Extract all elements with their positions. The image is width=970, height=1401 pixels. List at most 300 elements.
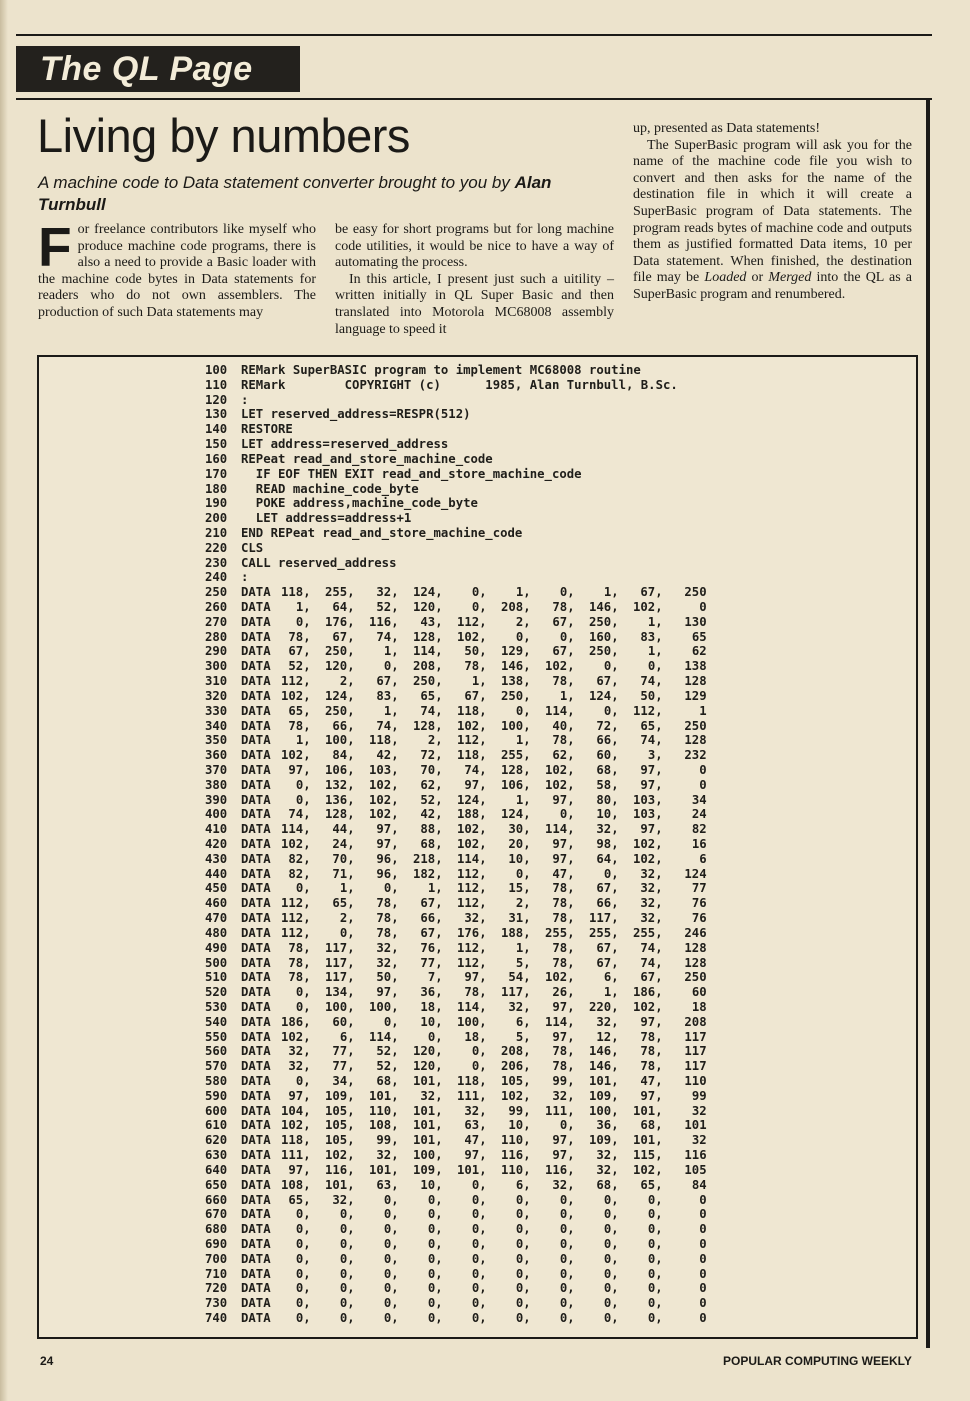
data-value: 112, [281, 911, 311, 926]
data-value: 99, [508, 1103, 531, 1118]
line-number: 360 [205, 748, 228, 763]
listing-line [205, 556, 905, 571]
line-number: 200 [205, 511, 228, 526]
line-number: 500 [205, 955, 228, 970]
data-value: 0 [699, 1311, 707, 1325]
data-value: 0 [699, 1192, 707, 1207]
data-value: 97, [640, 777, 663, 792]
data-value: 18 [691, 999, 707, 1014]
data-value: 117 [684, 1029, 707, 1044]
data-line [205, 600, 905, 615]
line-number: 140 [205, 422, 228, 437]
data-value: 76 [691, 911, 707, 926]
line-code: REPeat read_and_store_machine_code [241, 451, 493, 466]
data-keyword: DATA [241, 1162, 271, 1177]
listing-line [205, 393, 905, 408]
data-value: 100, [325, 999, 355, 1014]
data-value: 102, [545, 777, 575, 792]
line-number: 650 [205, 1177, 228, 1192]
data-value: 0, [471, 1281, 487, 1296]
data-value: 102, [369, 777, 399, 792]
data-value: 0 [699, 1266, 707, 1281]
data-value: 102, [545, 659, 575, 674]
data-keyword: DATA [241, 1266, 271, 1281]
data-value: 0, [383, 1296, 399, 1311]
data-value: 82, [288, 851, 311, 866]
data-value: 102, [369, 792, 399, 807]
data-value: 97, [288, 1162, 311, 1177]
data-keyword: DATA [241, 925, 271, 940]
data-value: 24 [691, 807, 707, 822]
data-value: 116, [325, 1162, 355, 1177]
line-number: 170 [205, 466, 228, 481]
data-value: 60, [596, 748, 619, 763]
data-value: 0, [471, 1311, 487, 1325]
data-value: 128 [684, 940, 707, 955]
data-value: 1, [603, 585, 619, 600]
line-number: 600 [205, 1103, 228, 1118]
data-value: 0, [295, 777, 311, 792]
data-value: 0, [559, 1222, 575, 1237]
data-value: 112, [457, 955, 487, 970]
data-value: 78, [552, 674, 575, 689]
line-number: 720 [205, 1281, 228, 1296]
data-line [205, 1267, 905, 1282]
data-value: 0, [647, 1222, 663, 1237]
data-value: 114, [369, 1029, 399, 1044]
data-value: 0, [339, 1207, 355, 1222]
data-value: 105, [325, 1118, 355, 1133]
line-code: : [241, 392, 249, 407]
data-value: 112, [281, 896, 311, 911]
data-value: 32, [464, 1103, 487, 1118]
data-value: 44, [332, 822, 355, 837]
data-value: 6 [699, 851, 707, 866]
data-value: 0, [471, 1207, 487, 1222]
data-value: 132, [325, 777, 355, 792]
para1-continued: be easy for short programs but for long machine code utilities, it would be nice to have a way of automating the process. [335, 222, 614, 271]
data-keyword: DATA [241, 777, 271, 792]
data-value: 1, [383, 644, 399, 659]
data-value: 99, [552, 1074, 575, 1088]
data-value: 208, [413, 659, 443, 674]
data-value: 52, [288, 659, 311, 674]
line-number: 450 [205, 881, 228, 896]
data-value: 111, [545, 1103, 575, 1118]
data-value: 1, [515, 792, 531, 807]
data-value: 100, [501, 718, 531, 733]
data-value: 110, [369, 1103, 399, 1118]
line-number: 440 [205, 866, 228, 881]
data-value: 101, [369, 1088, 399, 1103]
data-value: 102, [633, 600, 663, 614]
data-value: 102, [281, 1029, 311, 1044]
data-value: 255, [589, 925, 619, 940]
data-value: 0, [559, 1281, 575, 1296]
data-value: 128 [684, 955, 707, 970]
listing-line [205, 363, 905, 378]
data-value: 0, [383, 1192, 399, 1207]
data-value: 97, [376, 985, 399, 1000]
data-value: 117, [589, 911, 619, 926]
data-value: 42, [420, 807, 443, 822]
data-value: 78, [640, 1029, 663, 1044]
data-keyword: DATA [241, 1059, 271, 1074]
data-line [205, 793, 905, 808]
data-value: 0, [559, 1296, 575, 1311]
data-line [205, 970, 905, 985]
data-value: 0, [559, 1251, 575, 1266]
line-number: 640 [205, 1162, 228, 1177]
data-value: 0, [383, 1236, 399, 1251]
data-value: 76 [691, 896, 707, 911]
data-value: 32, [640, 911, 663, 926]
data-value: 74, [640, 674, 663, 689]
data-value: 32, [332, 1192, 355, 1207]
data-value: 6, [515, 1014, 531, 1029]
data-value: 74, [376, 718, 399, 733]
data-value: 0, [383, 1207, 399, 1222]
data-value: 0, [515, 703, 531, 718]
data-value: 97, [464, 1148, 487, 1163]
line-number: 550 [205, 1029, 228, 1044]
line-number: 410 [205, 822, 228, 837]
data-value: 114, [413, 644, 443, 659]
data-value: 58, [596, 777, 619, 792]
data-value: 0, [515, 1296, 531, 1311]
data-value: 0, [603, 1236, 619, 1251]
data-value: 0, [559, 1192, 575, 1207]
data-value: 102, [457, 629, 487, 644]
intro-paragraph [38, 216, 316, 322]
data-value: 74, [420, 703, 443, 718]
data-value: 112, [281, 925, 311, 940]
data-value: 182, [413, 866, 443, 881]
data-value: 136, [325, 792, 355, 807]
data-value: 105 [684, 1162, 707, 1177]
data-value: 0, [471, 1266, 487, 1281]
data-value: 43, [420, 614, 443, 629]
line-number: 190 [205, 496, 228, 511]
data-value: 0, [427, 1311, 443, 1325]
data-keyword: DATA [241, 585, 271, 600]
data-keyword: DATA [241, 1103, 271, 1118]
data-value: 138 [684, 659, 707, 674]
data-value: 101, [633, 1133, 663, 1148]
line-number: 740 [205, 1311, 228, 1325]
data-value: 97, [552, 851, 575, 866]
data-value: 0, [383, 1311, 399, 1325]
data-value: 10, [596, 807, 619, 822]
data-value: 32, [640, 881, 663, 896]
data-value: 1, [515, 940, 531, 955]
data-value: 0, [559, 1266, 575, 1281]
line-number: 180 [205, 481, 228, 496]
line-number: 250 [205, 585, 228, 600]
data-value: 0 [699, 777, 707, 792]
data-line [205, 644, 905, 659]
data-value: 124, [413, 585, 443, 600]
line-code: IF EOF THEN EXIT read_and_store_machine_code [241, 466, 582, 481]
data-value: 114, [281, 822, 311, 837]
line-number: 150 [205, 437, 228, 452]
data-value: 102, [633, 1162, 663, 1177]
data-line [205, 1074, 905, 1089]
data-value: 250, [589, 644, 619, 659]
data-line [205, 1000, 905, 1015]
data-value: 0, [339, 1311, 355, 1325]
data-value: 32, [376, 940, 399, 955]
data-keyword: DATA [241, 807, 271, 822]
data-value: 0, [295, 1236, 311, 1251]
data-keyword: DATA [241, 999, 271, 1014]
data-value: 0, [295, 999, 311, 1014]
data-value: 0 [699, 1281, 707, 1296]
data-value: 116 [684, 1148, 707, 1163]
line-number: 130 [205, 407, 228, 422]
data-value: 32, [640, 866, 663, 881]
data-value: 50, [464, 644, 487, 659]
data-value: 0, [647, 1296, 663, 1311]
data-value: 32, [288, 1044, 311, 1059]
data-value: 0, [471, 1222, 487, 1237]
line-number: 330 [205, 703, 228, 718]
data-value: 97, [464, 970, 487, 985]
data-value: 68, [596, 1177, 619, 1192]
text-column-3 [633, 121, 912, 304]
data-value: 0, [295, 792, 311, 807]
data-value: 0, [559, 629, 575, 644]
data-line [205, 1044, 905, 1059]
data-value: 52, [420, 792, 443, 807]
line-code: REMark SuperBASIC program to implement MC68008 routine [241, 363, 641, 377]
listing-line [205, 496, 905, 511]
data-value: 188, [501, 925, 531, 940]
data-value: 129 [684, 688, 707, 703]
data-keyword: DATA [241, 1296, 271, 1311]
data-value: 0, [295, 1266, 311, 1281]
data-value: 67, [332, 629, 355, 644]
data-keyword: DATA [241, 762, 271, 777]
text-column-2 [335, 222, 614, 338]
data-value: 78, [288, 970, 311, 985]
line-number: 630 [205, 1148, 228, 1163]
section-tag: The QL Page [16, 46, 300, 92]
data-keyword: DATA [241, 1236, 271, 1251]
data-value: 63, [376, 1177, 399, 1192]
data-value: 1, [471, 674, 487, 689]
line-code: : [241, 570, 249, 585]
data-value: 110 [684, 1074, 707, 1088]
data-value: 12, [596, 1029, 619, 1044]
data-value: 78, [640, 1044, 663, 1059]
data-value: 110, [501, 1162, 531, 1177]
data-keyword: DATA [241, 1251, 271, 1266]
data-value: 255, [501, 748, 531, 763]
data-value: 0, [383, 1266, 399, 1281]
data-value: 66, [596, 896, 619, 911]
data-value: 186, [633, 985, 663, 1000]
data-value: 77, [420, 955, 443, 970]
data-value: 32 [691, 1133, 707, 1148]
data-keyword: DATA [241, 748, 271, 763]
line-number: 290 [205, 644, 228, 659]
data-value: 0, [559, 807, 575, 822]
data-value: 0, [559, 1207, 575, 1222]
data-value: 220, [589, 999, 619, 1014]
data-value: 114, [545, 822, 575, 837]
data-value: 16 [691, 837, 707, 851]
data-value: 1, [647, 644, 663, 659]
data-value: 74, [640, 733, 663, 748]
data-value: 0, [295, 1074, 311, 1088]
listing-line [205, 570, 905, 585]
data-value: 97, [552, 837, 575, 851]
line-number: 670 [205, 1207, 228, 1222]
data-value: 0, [647, 1266, 663, 1281]
data-value: 0, [295, 1251, 311, 1266]
data-value: 146, [589, 600, 619, 614]
data-value: 3, [647, 748, 663, 763]
data-value: 124, [589, 688, 619, 703]
data-value: 129, [501, 644, 531, 659]
line-number: 400 [205, 807, 228, 822]
line-code: CLS [241, 540, 264, 555]
line-number: 590 [205, 1088, 228, 1103]
data-value: 0, [603, 1281, 619, 1296]
data-value: 78, [552, 1059, 575, 1074]
data-value: 72, [420, 748, 443, 763]
data-value: 34, [332, 1074, 355, 1088]
data-value: 66, [332, 718, 355, 733]
data-line [205, 926, 905, 941]
data-value: 120, [325, 659, 355, 674]
listing-line [205, 526, 905, 541]
line-code: READ machine_code_byte [241, 481, 419, 496]
data-value: 250 [684, 585, 707, 600]
data-value: 50, [376, 970, 399, 985]
data-line [205, 778, 905, 793]
data-value: 97, [288, 762, 311, 777]
data-value: 64, [332, 600, 355, 614]
data-line [205, 1118, 905, 1133]
line-number: 240 [205, 570, 228, 585]
data-value: 5, [515, 1029, 531, 1044]
data-value: 67, [596, 940, 619, 955]
data-value: 82 [691, 822, 707, 837]
data-value: 0, [647, 659, 663, 674]
data-value: 1, [427, 881, 443, 896]
data-value: 32, [596, 1014, 619, 1029]
data-value: 96, [376, 866, 399, 881]
data-value: 1 [699, 703, 707, 718]
data-value: 0, [295, 1207, 311, 1222]
data-keyword: DATA [241, 1133, 271, 1148]
data-value: 78, [552, 600, 575, 614]
data-value: 32, [552, 1088, 575, 1103]
line-number: 370 [205, 762, 228, 777]
data-value: 0, [603, 1311, 619, 1325]
data-value: 105, [501, 1074, 531, 1088]
listing-line [205, 452, 905, 467]
data-value: 47, [552, 866, 575, 881]
data-line [205, 867, 905, 882]
data-line [205, 881, 905, 896]
data-line [205, 748, 905, 763]
data-line [205, 733, 905, 748]
line-code: RESTORE [241, 422, 293, 437]
data-value: 99 [691, 1088, 707, 1103]
data-value: 7, [427, 970, 443, 985]
data-value: 109, [413, 1162, 443, 1177]
data-value: 109, [325, 1088, 355, 1103]
data-value: 97, [464, 777, 487, 792]
data-value: 32, [376, 585, 399, 600]
line-number: 690 [205, 1236, 228, 1251]
data-value: 0, [515, 866, 531, 881]
data-value: 0, [471, 1236, 487, 1251]
data-keyword: DATA [241, 644, 271, 659]
data-value: 102, [281, 688, 311, 703]
data-value: 0, [647, 1251, 663, 1266]
data-value: 84 [691, 1177, 707, 1192]
data-value: 60, [332, 1014, 355, 1029]
data-value: 128, [413, 629, 443, 644]
data-value: 100, [589, 1103, 619, 1118]
data-line [205, 822, 905, 837]
data-line [205, 1193, 905, 1208]
line-number: 160 [205, 451, 228, 466]
data-value: 0, [471, 1177, 487, 1192]
line-number: 730 [205, 1296, 228, 1311]
data-value: 10, [508, 1118, 531, 1133]
top-rule [16, 34, 932, 36]
line-number: 120 [205, 392, 228, 407]
data-value: 250, [325, 703, 355, 718]
line-number: 680 [205, 1222, 228, 1237]
data-value: 32, [640, 896, 663, 911]
data-value: 0, [339, 1222, 355, 1237]
data-value: 0 [699, 600, 707, 614]
data-value: 97, [552, 999, 575, 1014]
data-value: 97, [640, 1088, 663, 1103]
page-number: 24 [40, 1354, 54, 1368]
listing-line [205, 407, 905, 422]
line-number: 220 [205, 540, 228, 555]
data-line [205, 837, 905, 852]
data-value: 74, [376, 629, 399, 644]
data-keyword: DATA [241, 896, 271, 911]
data-value: 97, [552, 1148, 575, 1163]
data-line [205, 689, 905, 704]
data-value: 0, [559, 1118, 575, 1133]
line-code: REMark COPYRIGHT (c) 1985, Alan Turnbull, B.Sc. [241, 377, 678, 392]
data-value: 128 [684, 674, 707, 689]
data-value: 72, [596, 718, 619, 733]
data-value: 24, [332, 837, 355, 851]
data-value: 102, [457, 822, 487, 837]
data-value: 68, [596, 762, 619, 777]
data-value: 101, [457, 1162, 487, 1177]
data-value: 0, [339, 1281, 355, 1296]
data-line [205, 615, 905, 630]
data-value: 74, [288, 807, 311, 822]
data-value: 67, [640, 970, 663, 985]
data-value: 110, [501, 1133, 531, 1148]
data-line [205, 1281, 905, 1296]
data-value: 101, [325, 1177, 355, 1192]
para2-continued: up, presented as Data statements! [633, 121, 820, 136]
